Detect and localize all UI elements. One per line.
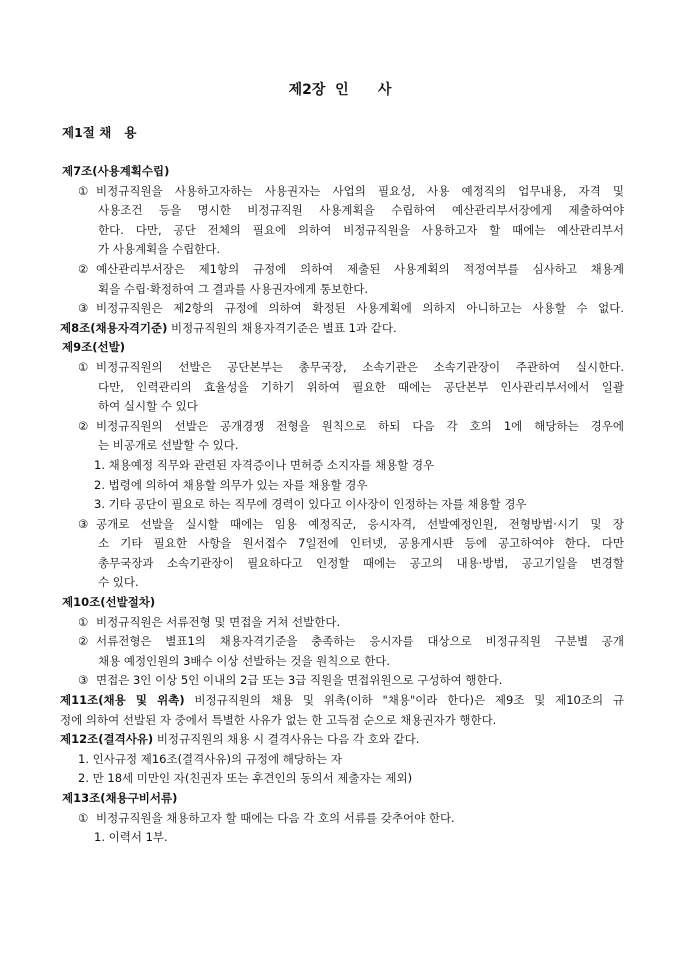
clause-text: 예산관리부서장은 제1항의 규정에 의하여 제출된 사용계획의 적정여부를 심사하고 채용계 xyxy=(96,261,624,276)
article-text: 비정규직원의 채용 시 결격사유는 다음 각 호와 같다. xyxy=(153,732,420,747)
clause-line xyxy=(60,358,624,378)
article-line xyxy=(60,730,624,750)
list-item: 2. 법령에 의하여 채용할 의무가 있는 자를 채용할 경우 xyxy=(94,477,368,492)
clause-number: ② xyxy=(78,261,89,276)
clause-line xyxy=(60,809,624,829)
clause-continuation: 다만, 인력관리의 효율성을 기하기 위하여 필요한 때에는 공단본부 인사관리부서에서 일괄 xyxy=(98,379,624,394)
clause-line xyxy=(60,632,624,652)
list-item: 1. 인사규정 제16조(결격사유)의 규정에 해당하는 자 xyxy=(78,751,342,766)
clause-number: ① xyxy=(78,183,89,198)
article-heading: 제8조(채용자격기준) xyxy=(60,320,168,335)
clause-number: ③ xyxy=(78,516,89,531)
clause-line xyxy=(60,182,624,202)
article-heading: 제7조(사용계획수립) xyxy=(62,164,170,178)
clause-continuation: 한다. 다만, 공단 전체의 필요에 의하여 비정규직원을 사용하고자 할 때에는 예산관리부서 xyxy=(98,222,624,237)
clause-line xyxy=(60,299,624,319)
clause-line xyxy=(60,515,624,535)
clause-text: 비정규직원을 채용하고자 할 때에는 다음 각 호의 서류를 갖추어야 한다. xyxy=(96,810,455,825)
clause-continuation: 채용 예정인원의 3배수 이상 선발하는 것을 원칙으로 한다. xyxy=(98,653,391,668)
list-item: 1. 채용예정 직무와 관련된 자격증이나 면허증 소지자를 채용할 경우 xyxy=(94,457,435,472)
list-item: 1. 이력서 1부. xyxy=(94,830,168,845)
section-title: 제1절 채 용 xyxy=(62,125,137,140)
document-body xyxy=(60,162,624,848)
clause-line xyxy=(60,260,624,280)
clause-number: ② xyxy=(78,634,89,649)
clause-number: ③ xyxy=(78,301,89,316)
article-heading: 제12조(결격사유) xyxy=(60,732,154,747)
clause-text: 비정규직원의 선발은 공단본부는 총무국장, 소속기관은 소속기관장이 주관하여 실시한다. xyxy=(96,359,624,374)
clause-line xyxy=(60,417,624,437)
clause-line xyxy=(60,613,624,633)
chapter-title: 제2장 인 사 xyxy=(288,82,392,98)
article-continuation: 정에 의하여 선발된 자 중에서 특별한 사유가 없는 한 고득점 순으로 채용권자가 행한다. xyxy=(60,712,497,727)
clause-number: ① xyxy=(78,359,89,374)
clause-number: ① xyxy=(78,614,89,629)
clause-line xyxy=(60,671,624,691)
article-line xyxy=(60,691,624,711)
clause-text: 면접은 3인 이상 5인 이내의 2급 또는 3급 직원을 면접위원으로 구성하여 행한다. xyxy=(96,673,503,688)
clause-continuation: 소 기타 필요한 사항을 원서접수 7일전에 인터넷, 공용게시판 등에 공고하여야 한다. 다만 xyxy=(98,536,624,551)
clause-text: 서류전형은 별표1의 채용자격기준을 충족하는 응시자를 대상으로 비정규직원 구분별 공개 xyxy=(96,634,624,649)
clause-text: 비정규직원은 제2항의 규정에 의하여 확정된 사용계획에 의하지 아니하고는 사용할 수 없다. xyxy=(96,301,624,316)
article-line xyxy=(60,319,624,339)
clause-number: ② xyxy=(78,418,89,433)
article-heading: 제9조(선발) xyxy=(62,340,125,355)
clause-continuation: 사용조건 등을 명시한 비정규직원 사용계획을 수립하여 예산관리부서장에게 제출하여야 xyxy=(98,203,624,218)
clause-number: ① xyxy=(78,810,89,825)
list-item: 2. 만 18세 미만인 자(친권자 또는 후견인의 동의서 제출자는 제외) xyxy=(78,771,413,786)
article-text: 비정규직원의 채용자격기준은 별표 1과 같다. xyxy=(167,320,397,335)
clause-continuation: 총무국장과 소속기관장이 필요하다고 인정할 때에는 공고의 내용·방법, 공고기일을 변경할 xyxy=(98,555,624,570)
article-heading: 제10조(선발절차) xyxy=(62,595,156,610)
article-heading: 제13조(채용구비서류) xyxy=(62,791,178,805)
article-heading: 제11조(채용 및 위촉) xyxy=(60,693,185,708)
clause-text: 비정규직원의 선발은 공개경쟁 전형을 원칙으로 하되 다음 각 호의 1에 해당하는 경우에 xyxy=(96,418,624,433)
clause-text: 공개로 선발을 실시할 때에는 임용 예정직군, 응시자격, 선발예정인원, 전형방법·시기 및 장 xyxy=(96,516,624,531)
clause-continuation: 수 있다. xyxy=(98,575,139,590)
clause-continuation: 획을 수립·확정하여 그 결과를 사용권자에게 통보한다. xyxy=(98,281,368,296)
article-text: 비정규직원의 채용 및 위촉(이하 "채용"이라 한다)은 제9조 및 제10조의 규 xyxy=(184,693,624,708)
clause-continuation: 가 사용계획을 수립한다. xyxy=(98,242,221,257)
list-item: 3. 기타 공단이 필요로 하는 직무에 경력이 있다고 이사장이 인정하는 자를 채용할 경우 xyxy=(94,497,527,512)
clause-number: ③ xyxy=(78,673,89,688)
clause-continuation: 는 비공개로 선발할 수 있다. xyxy=(98,438,239,453)
clause-continuation: 하여 실시할 수 있다 xyxy=(98,399,198,414)
clause-text: 비정규직원은 서류전형 및 면접을 거쳐 선발한다. xyxy=(96,614,341,629)
clause-text: 비정규직원을 사용하고자하는 사용권자는 사업의 필요성, 사용 예정직의 업무내용, 자격 및 xyxy=(96,183,624,198)
